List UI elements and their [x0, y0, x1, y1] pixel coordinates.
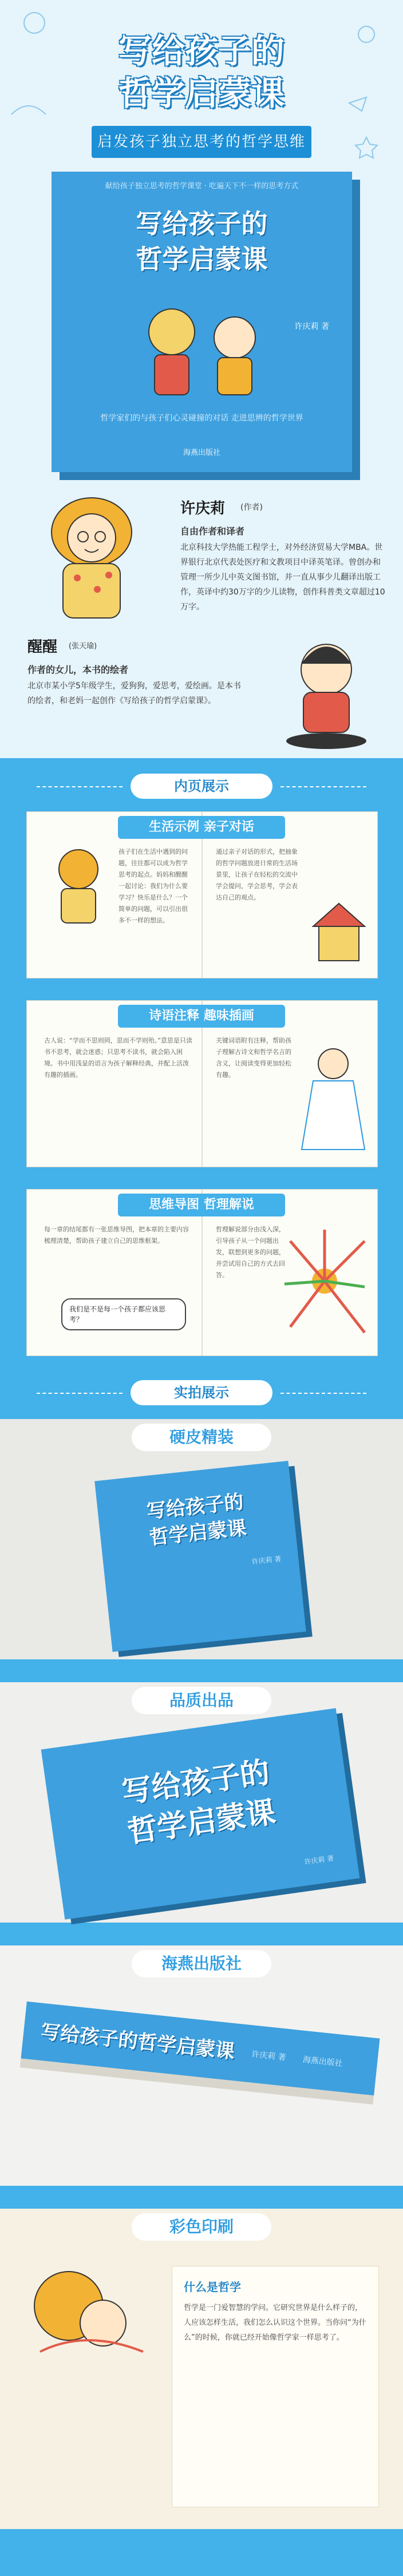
photo-book-title-line1: 写给孩子的 — [145, 1490, 245, 1524]
spread-illustration — [44, 841, 113, 926]
photo-quality — [0, 1682, 403, 1923]
author-bio: 北京科技大学热能工程学士，对外经济贸易大学MBA。世界银行北京代表处医疗和文教项目中译英笔译。曾创办和管理一所少儿中英文图书馆，并一直从事少儿翻译出版工作，英译中约30万字的少儿读物，创作科普类文章超过10万字。 — [180, 543, 385, 612]
photo-book-author: 许庆莉 著 — [303, 1854, 335, 1866]
house-illustration — [307, 898, 370, 966]
photo-book-title — [46, 1742, 351, 1863]
spread-text-right: 关键词语附有注释，帮助孩子理解古诗文和哲学名言的含义，让阅读变得更加轻松有趣。 — [216, 1037, 291, 1079]
spread-text-left: 古人说：“学而不思则罔，思而不学则殆。”意思是只读书不思考，就会迷惑；只思考不读书，就会陷入困境。书中用浅显的语言为孩子解释经典，并配上活泼有趣的插画。 — [44, 1037, 192, 1079]
color-page-illustration — [17, 2254, 160, 2369]
author-role: (作者) — [240, 503, 263, 512]
illustrator-bio: 北京市某小学5年级学生，爱狗狗，爱思考，爱绘画。是本书的绘者，和老妈一起创作《写给孩子的哲学启蒙课》。 — [27, 681, 241, 706]
book-top-line: 献给孩子独立思考的哲学课堂 · 吃遍天下不一样的思考方式 — [105, 182, 299, 191]
photo-book-title-line1: 写给孩子的 — [120, 1754, 272, 1810]
spread-tag: 生活示例 亲子对话 — [118, 816, 285, 839]
photo-hardcover — [0, 1419, 403, 1659]
photo-book-publisher: 海燕出版社 — [302, 2055, 343, 2069]
photo-publisher — [0, 1945, 403, 2186]
section-banner-inner: 内页展示 — [131, 774, 272, 799]
color-page-heading: 什么是哲学 — [184, 2280, 241, 2294]
book-title-line1: 写给孩子的 — [136, 208, 268, 239]
book-title — [69, 206, 335, 277]
hero-subtitle: 启发孩子独立思考的哲学思维 — [92, 126, 311, 158]
photo-book-spine — [21, 2002, 380, 2095]
photo-book-spine-title: 写给孩子的哲学启蒙课 — [39, 2020, 236, 2064]
photo-book-title-line2: 哲学启蒙课 — [148, 1516, 248, 1549]
cover-illustration — [137, 286, 269, 401]
hero-title-line1: 写给孩子的 — [118, 31, 285, 70]
section-banner-real: 实拍展示 — [131, 1380, 272, 1405]
color-page-text: 哲学是一门爱智慧的学问。它研究世界是什么样子的，人应该怎样生活，我们怎么认识这个世界。当你问“为什么”的时候，你就已经开始像哲学家一样思考了。 — [184, 2304, 366, 2342]
speech-bubble: 我们是不是每一个孩子都应该思考？ — [61, 1298, 186, 1330]
photo-color-print — [0, 2209, 403, 2529]
illustrator-illustration — [269, 635, 389, 750]
hero-title — [0, 30, 403, 114]
spread-text-right: 哲理解说部分由浅入深，引导孩子从一个问题出发，联想到更多的问题，并尝试用自己的方式去回答。 — [216, 1226, 285, 1279]
sage-illustration — [296, 1041, 370, 1155]
hero-section — [0, 0, 403, 758]
spread-text-right: 通过亲子对话的形式，把抽象的哲学问题放进日常的生活场景里，让孩子在轻松的交流中学会提问，学会思考，学会表达自己的观点。 — [216, 848, 298, 901]
author-name: 许庆莉 — [180, 500, 226, 517]
color-page — [172, 2266, 379, 2507]
book-cover — [52, 172, 352, 472]
book-tagline: 哲学家们的与孩子们心灵碰撞的对话 走进思辨的哲学世界 — [100, 414, 303, 423]
book-title-line2: 哲学启蒙课 — [136, 244, 268, 275]
spread-tag: 思维导图 哲理解说 — [118, 1194, 285, 1216]
spread-text-left: 每一章的结尾都有一张思维导图，把本章的主要内容梳理清楚，帮助孩子建立自己的思维框架。 — [44, 1226, 189, 1245]
book-publisher: 海燕出版社 — [183, 449, 220, 457]
spread-text-left: 孩子们在生活中遇到的问题，往往都可以成为哲学思考的起点。妈妈和醒醒一起讨论：我们为什么要学习？快乐是什么？一个简单的问题，可以引出很多不一样的想法。 — [118, 848, 188, 924]
mindmap-illustration — [279, 1218, 373, 1350]
photo-book-author: 许庆莉 著 — [251, 1555, 282, 1566]
author-label: 自由作者和译者 — [180, 526, 245, 537]
book-author: 许庆莉 著 — [294, 322, 329, 331]
photo-tag: 海燕出版社 — [132, 1950, 271, 1977]
photo-book-title-line2: 哲学启蒙课 — [125, 1794, 278, 1850]
photo-book — [94, 1461, 306, 1652]
illustrator-label: 作者的女儿，本书的绘者 — [27, 664, 129, 675]
photo-book-title — [97, 1484, 296, 1556]
spread-tag: 诗语注释 趣味插画 — [118, 1005, 285, 1028]
photo-tag: 品质出品 — [132, 1687, 271, 1714]
photo-book — [41, 1708, 360, 1919]
illustrator-role: (张天瑜) — [69, 642, 97, 651]
illustrator-name: 醒醒 — [27, 639, 58, 656]
photo-tag: 彩色印刷 — [132, 2213, 271, 2241]
author-illustration — [23, 492, 166, 624]
photo-book-author: 许庆莉 著 — [251, 2050, 287, 2063]
photo-tag: 硬皮精装 — [132, 1424, 271, 1451]
hero-title-line2: 哲学启蒙课 — [118, 74, 285, 113]
